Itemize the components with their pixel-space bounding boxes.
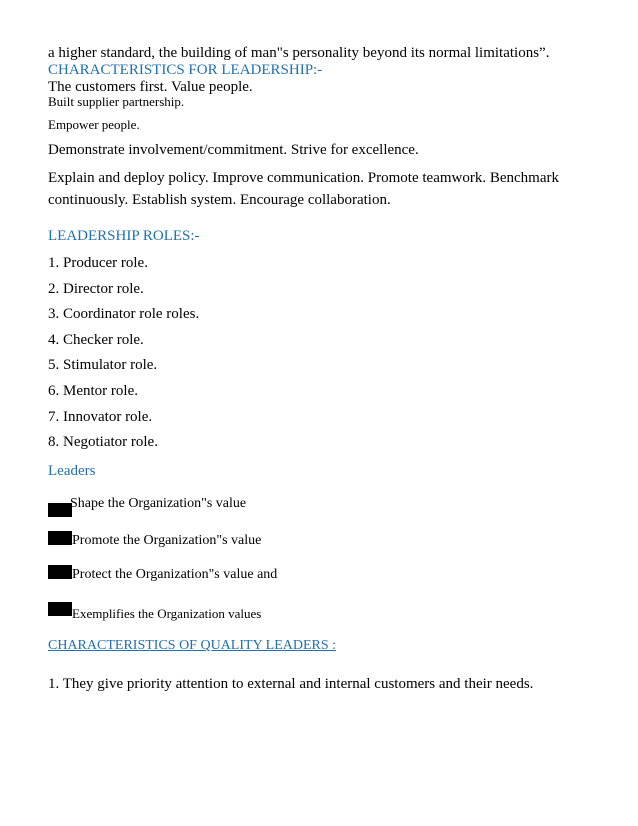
list-item: 3. Coordinator role roles.	[48, 306, 200, 322]
quality-heading: CHARACTERISTICS OF QUALITY LEADERS :	[48, 638, 337, 653]
characteristics-line-5: Explain and deploy policy. Improve communication. Promote teamwork. Benchmark	[48, 170, 559, 186]
square-bullet-icon	[48, 503, 72, 517]
list-item	[48, 497, 246, 517]
leaders-heading: Leaders	[48, 463, 96, 479]
list-item	[48, 531, 261, 548]
square-bullet-icon	[48, 565, 72, 579]
characteristics-line-6: continuously. Establish system. Encourage collaboration.	[48, 192, 391, 208]
list-item	[48, 602, 261, 620]
characteristics-line-4: Demonstrate involvement/commitment. Strive for excellence.	[48, 142, 419, 158]
characteristics-line-3: Empower people.	[48, 117, 140, 132]
list-item: 2. Director role.	[48, 281, 144, 297]
list-item: 8. Negotiator role.	[48, 434, 158, 450]
square-bullet-icon	[48, 531, 72, 545]
characteristics-line-1: The customers first. Value people.	[48, 79, 253, 95]
square-bullet-icon	[48, 602, 72, 616]
list-item: 5. Stimulator role.	[48, 357, 158, 373]
list-item: 4. Checker role.	[48, 332, 144, 348]
list-item: 7. Innovator role.	[48, 409, 153, 425]
list-item: 6. Mentor role.	[48, 383, 138, 399]
bullet-text: Promote the Organization"s value	[72, 533, 262, 548]
bullet-text: Exemplifies the Organization values	[72, 606, 262, 621]
list-item: 1. Producer role.	[48, 255, 148, 271]
bullet-text: Protect the Organization"s value and	[72, 567, 278, 582]
list-item	[48, 565, 277, 582]
roles-heading: LEADERSHIP ROLES:-	[48, 228, 200, 244]
characteristics-heading: CHARACTERISTICS FOR LEADERSHIP:-	[48, 62, 323, 78]
quality-point-1: 1. They give priority attention to external and internal customers and their needs.	[48, 676, 534, 692]
characteristics-line-2: Built supplier partnership.	[48, 94, 185, 109]
intro-line: a higher standard, the building of man"s personality beyond its normal limitations”.	[48, 45, 550, 61]
bullet-text: Shape the Organization"s value	[70, 496, 247, 511]
